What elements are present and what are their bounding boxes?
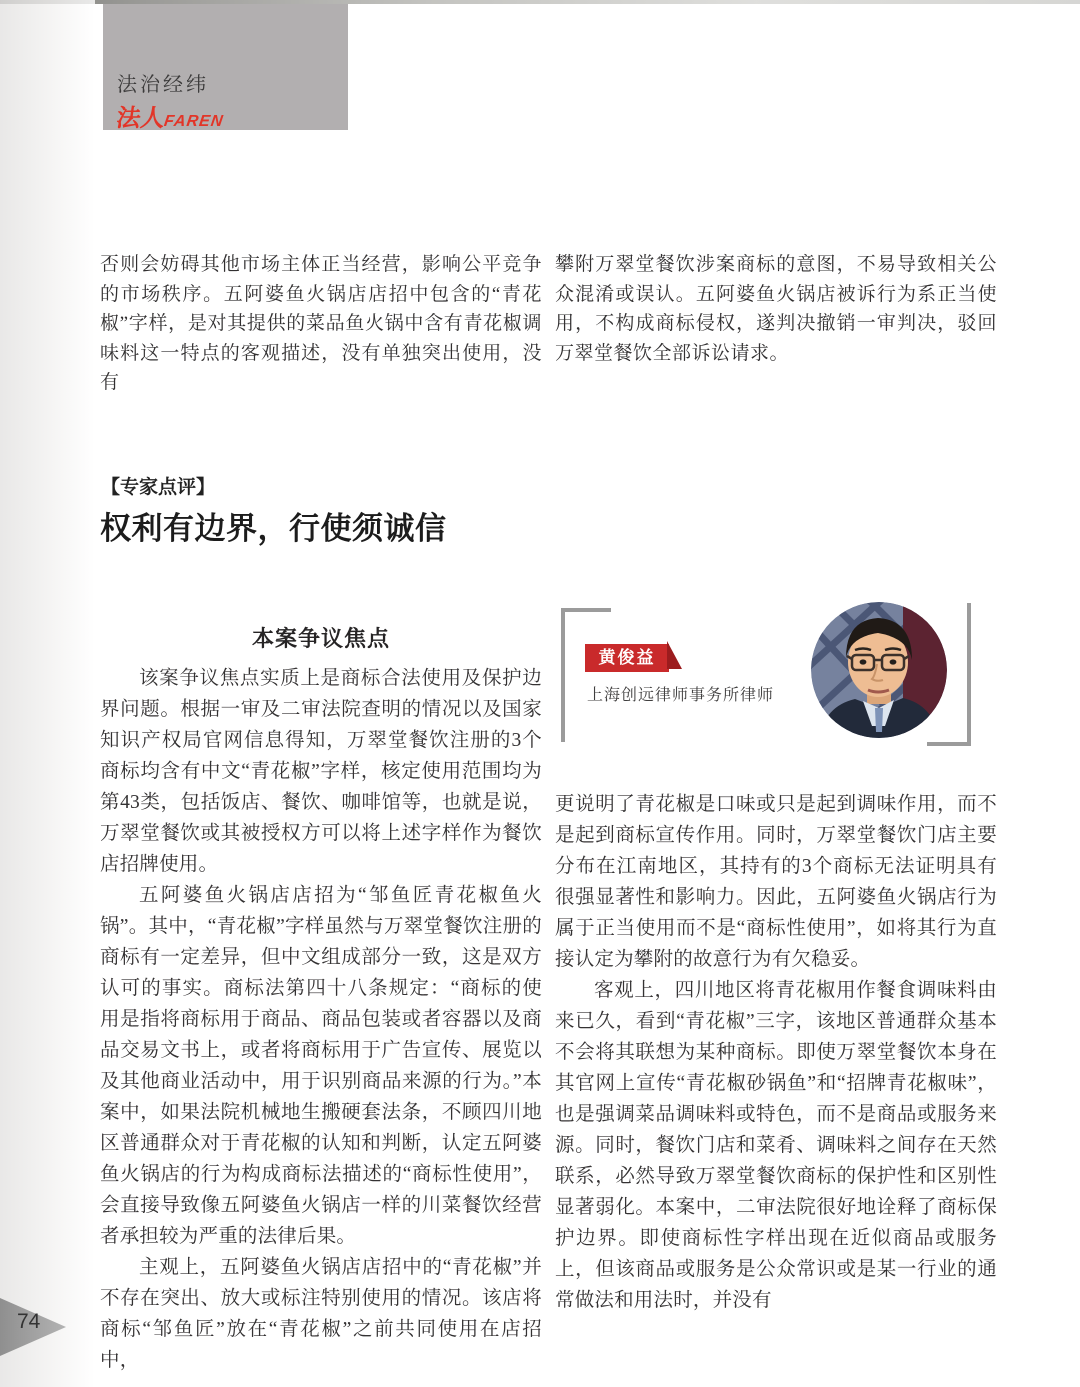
expert-review-label: 【专家点评】 bbox=[101, 477, 216, 498]
body-paragraph: 五阿婆鱼火锅店店招为“邹鱼匠青花椒鱼火锅”。其中，“青花椒”字样虽然与万翠堂餐饮注册的商标有一定差异，但中文组成部分一致，这是双方认可的事实。商标法第四十八条规定：“商标的使用是指将商标用于商品、商品包装或者容器以及商品交易文书上，或者将商标用于广告宣传、展览以及其他商业活动中，用于识别商品来源的行为。”本案中，如果法院机械地生搬硬套法条，不顾四川地区普通群众对于青花椒的认知和判断，认定五阿婆鱼火锅店的行为构成商标法描述的“商标性使用”，会直接导致像五阿婆鱼火锅店一样的川菜餐饮经营者承担较为严重的法律后果。 bbox=[100, 885, 542, 1247]
body-paragraph: 主观上，五阿婆鱼火锅店店招中的“青花椒”并不存在突出、放大或标注特别使用的情况。该店将商标“邹鱼匠”放在“青花椒”之前共同使用在店招中， bbox=[100, 1257, 542, 1371]
intro-paragraph-right: 攀附万翠堂餐饮涉案商标的意图，不易导致相关公众混淆或误认。五阿婆鱼火锅店被诉行为系正当使用，不构成商标侵权，遂判决撤销一审判决，驳回万翠堂餐饮全部诉讼请求。 bbox=[555, 254, 997, 364]
body-paragraph: 更说明了青花椒是口味或只是起到调味作用，而不是起到商标宣传作用。同时，万翠堂餐饮门店主要分布在江南地区，其持有的3个商标无法证明具有很强显著性和影响力。因此，五阿婆鱼火锅店行为属于正当使用而不是“商标性使用”，如将其行为直接认定为攀附的故意行为有欠稳妥。 bbox=[555, 794, 997, 970]
faren-logo bbox=[115, 98, 227, 133]
body-column-left bbox=[100, 663, 542, 1376]
focus-heading: 本案争议焦点 bbox=[251, 626, 390, 651]
photo-tie bbox=[875, 708, 883, 732]
body-column-right bbox=[555, 789, 997, 1316]
expert-photo bbox=[811, 602, 947, 738]
faren-logo-en: FAREN bbox=[162, 113, 225, 130]
body-paragraph: 客观上，四川地区将青花椒用作餐食调味料由来已久，看到“青花椒”三字，该地区普通群众基本不会将其联想为某种商标。即使万翠堂餐饮本身在其官网上宣传“青花椒砂锅鱼”和“招牌青花椒味”，也是强调菜品调味料或特色，而不是商品或服务来源。同时，餐饮门店和菜肴、调味料之间存在天然联系，必然导致万翠堂餐饮商标的保护性和区别性显著弱化。本案中，二审法院很好地诠释了商标保护边界。即使商标性字样出现在近似商品或服务上，但该商品或服务是公众常识或是某一行业的通常做法和用法时，并没有 bbox=[555, 980, 997, 1311]
column-section-label: 法治经纬 bbox=[117, 74, 209, 96]
intro-column-right bbox=[555, 250, 997, 368]
expert-affiliation: 上海创远律师事务所律师 bbox=[587, 687, 775, 704]
article-title: 权利有边界，行使须诚信 bbox=[100, 511, 447, 546]
body-paragraph: 该案争议焦点实质上是商标合法使用及保护边界问题。根据一审及二审法院查明的情况以及国家知识产权局官网信息得知，万翠堂餐饮注册的3个商标均含有中文“青花椒”字样，核定使用范围均为第43类，包括饭店、餐饮、咖啡馆等，也就是说，万翠堂餐饮或其被授权方可以将上述字样作为餐饮店招牌使用。 bbox=[100, 668, 542, 875]
intro-paragraph-left: 否则会妨碍其他市场主体正当经营，影响公平竞争的市场秩序。五阿婆鱼火锅店店招中包含的“青花椒”字样，是对其提供的菜品鱼火锅中含有青花椒调味料这一特点的客观描述，没有单独突出使用，没有 bbox=[100, 254, 542, 393]
faren-logo-zh: 法人 bbox=[114, 105, 167, 132]
photo-eye-right bbox=[890, 659, 897, 664]
intro-column-left bbox=[100, 250, 542, 398]
corner-bracket-top-left bbox=[561, 608, 611, 742]
header-section-box bbox=[103, 4, 348, 130]
page-number: 74 bbox=[17, 1310, 41, 1333]
photo-eye-left bbox=[860, 659, 867, 664]
expert-name-badge: 黄俊益 bbox=[585, 644, 669, 672]
scan-left-shadow bbox=[0, 0, 95, 1387]
expert-profile-panel bbox=[555, 598, 995, 750]
expert-portrait-illustration bbox=[811, 602, 947, 738]
